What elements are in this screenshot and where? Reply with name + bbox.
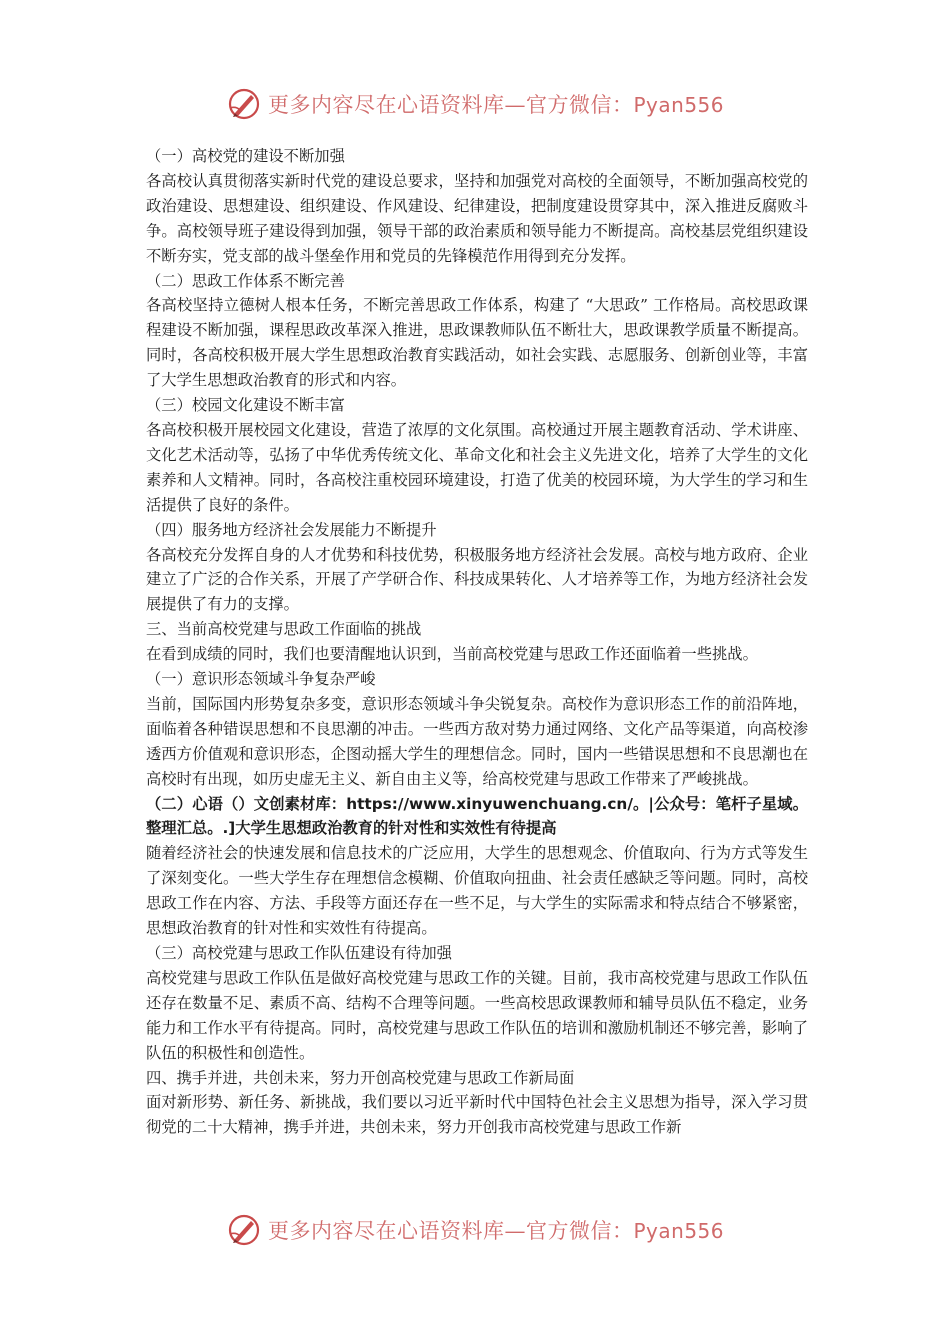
section-heading: （二）心语（）文创素材库：https://www.xinyuwenchuang.cn/。|公众号：笔杆子星域。整理汇总。.]大学生思想政治教育的针对性和实效性有待提高: [146, 794, 808, 838]
body-paragraph: 面对新形势、新任务、新挑战，我们要以习近平新时代中国特色社会主义思想为指导，深入学习贯彻党的二十大精神，携手并进，共创未来，努力开创我市高校党建与思政工作新: [146, 1093, 808, 1137]
watermark-banner-top: [0, 82, 950, 126]
body-paragraph: 当前，国际国内形势复杂多变，意识形态领域斗争尖锐复杂。高校作为意识形态工作的前沿阵地，面临着各种错误思想和不良思潮的冲击。一些西方敌对势力通过网络、文化产品等渠道，向高校渗透西方价值观和意识形态，企图动摇大学生的理想信念。同时，国内一些错误思想和不良思潮也在高校时有出现，如历史虚无主义、新自由主义等，给高校党建与思政工作带来了严峻挑战。: [146, 694, 808, 788]
body-paragraph: 高校党建与思政工作队伍是做好高校党建与思政工作的关键。目前，我市高校党建与思政工作队伍还存在数量不足、素质不高、结构不合理等问题。一些高校思政课教师和辅导员队伍不稳定，业务能力和工作水平有待提高。同时，高校党建与思政工作队伍的培训和激励机制还不够完善，影响了队伍的积极性和创造性。: [146, 968, 808, 1062]
body-paragraph: 在看到成绩的同时，我们也要清醒地认识到，当前高校党建与思政工作还面临着一些挑战。: [146, 645, 758, 664]
body-paragraph: 随着经济社会的快速发展和信息技术的广泛应用，大学生的思想观念、价值取向、行为方式等发生了深刻变化。一些大学生存在理想信念模糊、价值取向扭曲、社会责任感缺乏等问题。同时，高校思政工作在内容、方法、手段等方面还存在一些不足，与大学生的实际需求和特点结合不够紧密，思想政治教育的针对性和实效性有待提高。: [146, 844, 808, 938]
section-heading: 四、携手并进，共创未来，努力开创高校党建与思政工作新局面: [146, 1068, 575, 1087]
body-paragraph: 各高校坚持立德树人根本任务，不断完善思政工作体系，构建了 “大思政” 工作格局。高校思政课程建设不断加强，课程思政改革深入推进，思政课教师队伍不断壮大，思政课教学质量不断提高。同时，各高校积极开展大学生思想政治教育实践活动，如社会实践、志愿服务、创新创业等，丰富了大学生思想政治教育的形式和内容。: [146, 296, 808, 390]
section-heading: （三）高校党建与思政工作队伍建设有待加强: [146, 944, 452, 962]
watermark-text: 更多内容尽在心语资料库—官方微信：Pyan556: [267, 1219, 724, 1243]
section-heading: （一）意识形态领域斗争复杂严峻: [146, 670, 376, 689]
section-heading: （一）高校党的建设不断加强: [146, 147, 345, 165]
pen-logo-icon: [226, 1212, 262, 1248]
section-heading: （三）校园文化建设不断丰富: [146, 396, 345, 415]
pen-logo-icon: [226, 86, 262, 122]
watermark-text: 更多内容尽在心语资料库—官方微信：Pyan556: [267, 93, 724, 117]
section-heading: （二）思政工作体系不断完善: [146, 271, 345, 290]
section-heading: 三、当前高校党建与思政工作面临的挑战: [146, 620, 422, 639]
section-heading: （四）服务地方经济社会发展能力不断提升: [146, 520, 437, 539]
body-paragraph: 各高校认真贯彻落实新时代党的建设总要求，坚持和加强党对高校的全面领导，不断加强高校党的政治建设、思想建设、组织建设、作风建设、纪律建设，把制度建设贯穿其中，深入推进反腐败斗争。高校领导班子建设得到加强，领导干部的政治素质和领导能力不断提高。高校基层党组织建设不断夯实，党支部的战斗堡垒作用和党员的先锋模范作用得到充分发挥。: [146, 171, 808, 265]
body-paragraph: 各高校积极开展校园文化建设，营造了浓厚的文化氛围。高校通过开展主题教育活动、学术讲座、文化艺术活动等，弘扬了中华优秀传统文化、革命文化和社会主义先进文化，培养了大学生的文化素养和人文精神。同时，各高校注重校园环境建设，打造了优美的校园环境，为大学生的学习和生活提供了良好的条件。: [146, 420, 808, 514]
watermark-banner-bottom: [0, 1208, 950, 1252]
document-body: [146, 144, 808, 1140]
body-paragraph: 各高校充分发挥自身的人才优势和科技优势，积极服务地方经济社会发展。高校与地方政府、企业建立了广泛的合作关系，开展了产学研合作、科技成果转化、人才培养等工作，为地方经济社会发展提供了有力的支撑。: [146, 545, 808, 614]
